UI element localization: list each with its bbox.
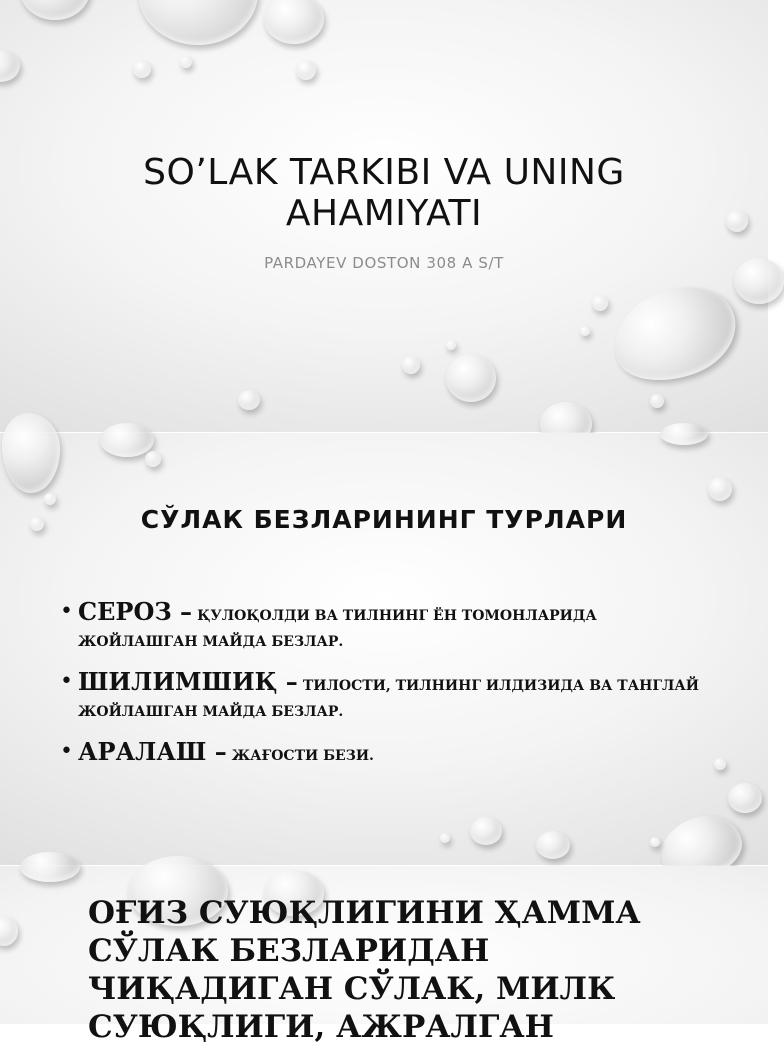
bullet-item <box>60 737 710 769</box>
slide-2[interactable] <box>0 433 768 865</box>
water-drop <box>0 50 20 82</box>
water-drop <box>30 517 44 531</box>
water-drop <box>138 0 258 45</box>
water-drop <box>133 60 151 78</box>
slide-subtitle: PARDAYEV DOSTON 308 A S/T <box>264 254 504 272</box>
bullet-description: ҚУЛОҚОЛДИ ВА ТИЛНИНГ ЁН ТОМОНЛАРИДА ЖОЙЛАШГАН МАЙДА БЕЗЛАР. <box>78 608 597 650</box>
water-drop <box>580 326 590 336</box>
water-drop <box>100 423 154 457</box>
bullet-list <box>60 597 710 781</box>
water-drop <box>44 493 56 505</box>
bullet-item <box>60 667 710 725</box>
water-drop <box>650 837 660 847</box>
water-drop <box>0 916 18 946</box>
water-drop <box>2 413 60 493</box>
slide-1[interactable] <box>0 0 768 432</box>
bullet-icon: • <box>60 739 73 764</box>
water-drop <box>238 390 260 410</box>
water-drop <box>402 356 420 374</box>
slide-text: ОҒИЗ СУЮҚЛИГИНИ ҲАММА СЎЛАК БЕЗЛАРИДАН ЧИҚАДИГАН СЎЛАК, МИЛК СУЮҚЛИГИ, АЖРАЛГАН <box>88 895 641 1045</box>
slide-title: СЎЛАК БЕЗЛАРИНИНГ ТУРЛАРИ <box>140 505 628 534</box>
water-drop <box>536 831 570 859</box>
water-drop <box>650 394 664 408</box>
slide-3[interactable] <box>0 866 768 1045</box>
water-drop <box>726 210 748 232</box>
water-drop <box>264 0 324 44</box>
water-drop <box>660 423 708 445</box>
water-drop <box>470 817 502 845</box>
bullet-description: ТИЛОСТИ, ТИЛНИНГ ИЛДИЗИДА ВА ТАНГЛАЙ ЖОЙЛАШГАН МАЙДА БЕЗЛАР. <box>78 678 700 720</box>
water-drop <box>714 758 726 770</box>
water-drop <box>20 852 80 882</box>
bullet-item <box>60 597 710 655</box>
water-drop <box>446 340 456 350</box>
water-drop <box>728 783 762 813</box>
bullet-icon: • <box>60 669 73 694</box>
water-drop <box>592 295 608 311</box>
bullet-description: ЖАҒОСТИ БЕЗИ. <box>231 748 374 764</box>
water-drop <box>145 451 161 467</box>
water-drop <box>296 60 316 80</box>
water-drop <box>20 0 90 20</box>
bullet-icon: • <box>60 599 73 624</box>
water-drop <box>180 56 192 68</box>
slide-title: SO’LAK TARKIBI VA UNING AHAMIYATI <box>143 152 625 234</box>
water-drop <box>601 271 749 396</box>
water-drop <box>446 354 496 402</box>
bullet-term: АРАЛАШ – <box>78 737 227 766</box>
bullet-term: СЕРОЗ – <box>78 597 193 626</box>
bullet-term: ШИЛИМШИҚ – <box>78 667 298 696</box>
water-drop <box>440 833 450 843</box>
water-drop <box>734 258 784 304</box>
water-drop <box>708 477 732 501</box>
